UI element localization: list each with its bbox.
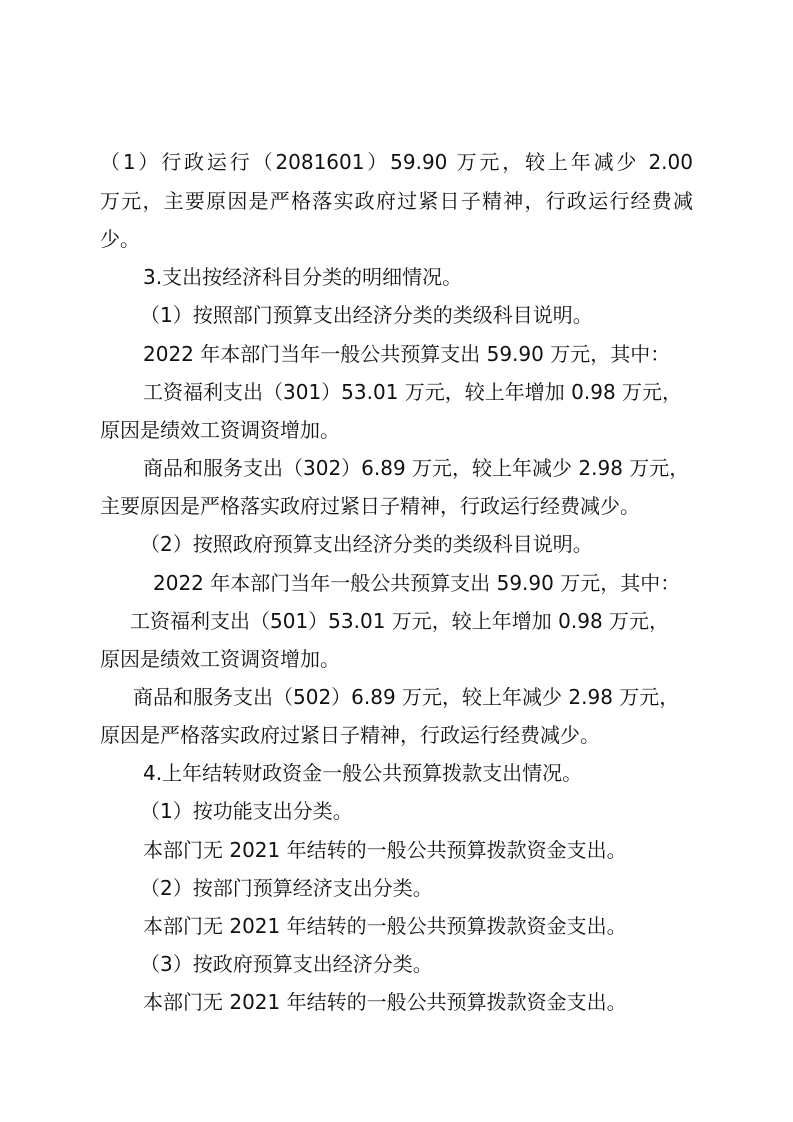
text-line: 2022 年本部门当年一般公共预算支出 59.90 万元，其中：	[143, 342, 671, 366]
text-line: （1）行政运行（2081601）59.90 万元，较上年减少 2.00	[100, 150, 693, 174]
text-line: 商品和服务支出（502）6.89 万元，较上年减少 2.98 万元，	[133, 685, 680, 709]
text-line: 商品和服务支出（302）6.89 万元，较上年减少 2.98 万元，	[143, 456, 690, 480]
text-line: 工资福利支出（301）53.01 万元，较上年增加 0.98 万元，	[143, 380, 683, 404]
text-line: 主要原因是严格落实政府过紧日子精神，行政运行经费减少。	[100, 494, 640, 518]
text-line: 本部门无 2021 年结转的一般公共预算拨款资金支出。	[143, 914, 627, 938]
text-line: 少。	[100, 227, 140, 251]
subsection-heading: （1）按功能支出分类。	[140, 799, 353, 823]
subsection-heading: （1）按照部门预算支出经济分类的类级科目说明。	[140, 303, 593, 327]
subsection-heading: （2）按部门预算经济支出分类。	[140, 876, 433, 900]
text-line: 本部门无 2021 年结转的一般公共预算拨款资金支出。	[143, 990, 627, 1014]
text-line: 原因是绩效工资调资增加。	[100, 418, 340, 442]
subsection-heading: （3）按政府预算支出经济分类。	[140, 952, 433, 976]
text-line: 2022 年本部门当年一般公共预算支出 59.90 万元，其中：	[153, 571, 681, 595]
section-heading: 3.支出按经济科目分类的明细情况。	[143, 265, 463, 289]
subsection-heading: （2）按照政府预算支出经济分类的类级科目说明。	[140, 532, 593, 556]
text-line: 原因是严格落实政府过紧日子精神，行政运行经费减少。	[100, 723, 600, 747]
text-line: 工资福利支出（501）53.01 万元，较上年增加 0.98 万元，	[130, 609, 670, 633]
text-line: 万元，主要原因是严格落实政府过紧日子精神，行政运行经费减	[100, 189, 693, 213]
text-line: 本部门无 2021 年结转的一般公共预算拨款资金支出。	[143, 838, 627, 862]
section-heading: 4.上年结转财政资金一般公共预算拨款支出情况。	[143, 761, 583, 785]
text-line: 原因是绩效工资调资增加。	[100, 647, 340, 671]
